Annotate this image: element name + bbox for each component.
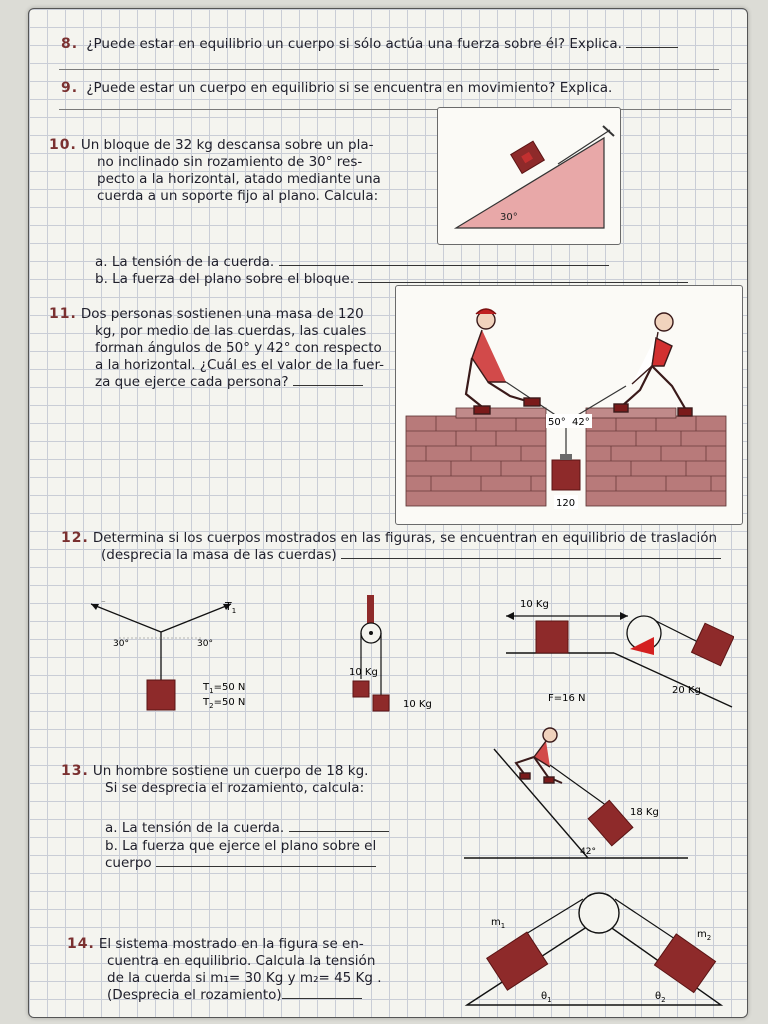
theta2-label: $\theta_2$ — [655, 991, 666, 1004]
question-number: 10. — [49, 137, 77, 153]
answer-line — [358, 282, 688, 283]
m2-label: $m_2$ — [697, 929, 712, 942]
question-line: pecto a la horizontal, atado mediante una — [97, 171, 381, 187]
mass-label-left: 10 Kg — [349, 667, 378, 678]
question-line: cuerda a un soporte fijo al plano. Calcula: — [97, 188, 379, 204]
question-number: 13. — [61, 763, 89, 779]
question-10 — [49, 137, 399, 205]
hanging-block — [147, 680, 175, 710]
answer-line — [626, 47, 678, 48]
man-holding-rope — [516, 728, 562, 783]
question-13-part-b — [105, 838, 405, 872]
question-12 — [61, 530, 741, 564]
question-line: Un bloque de 32 kg descansa sobre un pla- — [80, 137, 374, 153]
person-left-pulling — [466, 309, 540, 414]
block-left — [353, 681, 369, 697]
mass-label: 18 Kg — [630, 807, 659, 818]
block-on-incline — [691, 623, 734, 666]
question-line: (desprecia la masa de las cuerdas) — [101, 547, 337, 563]
question-number: 12. — [61, 530, 89, 546]
part-b-text: cuerpo — [105, 855, 152, 871]
question-8 — [61, 36, 721, 53]
theta1-label: $\theta_1$ — [541, 991, 552, 1004]
question-line: no inclinado sin rozamiento de 30° res- — [97, 154, 363, 170]
question-13 — [61, 763, 401, 797]
question-13-part-a — [105, 820, 405, 837]
question-line: El sistema mostrado en la figura se en- — [98, 936, 364, 952]
angle-label-left: 30° — [113, 639, 129, 649]
question-line: cuentra en equilibrio. Calcula la tensión — [107, 953, 376, 969]
question-text: ¿Puede estar un cuerpo en equilibrio si se encuentra en movimiento? Explica. — [86, 80, 613, 96]
question-line: Si se desprecia el rozamiento, calcula: — [105, 780, 365, 796]
answer-line — [293, 385, 363, 386]
question-number: 11. — [49, 306, 77, 322]
angle-label: 42° — [580, 847, 596, 857]
question-line: forman ángulos de 50° y 42° con respecto — [95, 340, 382, 356]
answer-line — [341, 558, 721, 559]
question-line: kg, por medio de las cuerdas, las cuales — [95, 323, 367, 339]
tension-label-left-top: ⁻ — [101, 599, 106, 609]
figure-12-1-hanging-block — [79, 584, 249, 719]
mass-block-120 — [552, 454, 580, 490]
answer-line — [59, 109, 731, 110]
question-11 — [49, 306, 399, 391]
figure-two-people-rope — [395, 285, 743, 525]
person-right-pulling — [614, 313, 692, 416]
answer-line — [279, 265, 609, 266]
part-a-text: a. La tensión de la cuerda. — [105, 820, 285, 836]
block-on-table — [536, 621, 568, 653]
question-number: 9. — [61, 80, 79, 96]
block-32kg — [511, 141, 545, 173]
block-18kg — [588, 800, 633, 846]
figure-12-2-pulley — [319, 591, 469, 716]
answer-line — [282, 998, 362, 999]
figure-13-man-incline — [464, 721, 724, 861]
mass-label-table: 10 Kg — [520, 599, 549, 610]
angle-label: 30° — [500, 212, 518, 223]
question-line: a la horizontal. ¿Cuál es el valor de la fuer- — [95, 357, 385, 373]
angle-label-50: 50° — [548, 417, 566, 428]
t1-value-label: $T_1=50$ N — [203, 682, 246, 695]
question-14 — [67, 936, 407, 1004]
answer-line — [59, 69, 719, 70]
tension-label-right-top: $T_1$ — [225, 600, 237, 615]
question-10-part-a — [95, 254, 695, 271]
part-a-text: a. La tensión de la cuerda. — [95, 254, 275, 270]
block-right — [373, 695, 389, 711]
angle-label-42: 42° — [572, 417, 590, 428]
mass-label: 120 — [556, 498, 576, 509]
pulley-icon — [579, 893, 619, 933]
answer-line — [156, 866, 376, 867]
mass-label-right: 10 Kg — [403, 699, 432, 710]
question-number: 14. — [67, 936, 95, 952]
t2-value-label: $T_2=50$ N — [203, 697, 246, 710]
question-line: Un hombre sostiene un cuerpo de 18 kg. — [92, 763, 369, 779]
question-text: ¿Puede estar en equilibrio un cuerpo si sólo actúa una fuerza sobre él? Explica. — [86, 36, 622, 52]
question-line: Determina si los cuerpos mostrados en las figuras, se encuentran en equilibrio de traslación — [92, 530, 718, 546]
block-m2 — [654, 934, 715, 993]
question-number: 8. — [61, 36, 79, 52]
worksheet-page — [28, 8, 748, 1018]
question-line: de la cuerda si m₁= 30 Kg y m₂= 45 Kg . — [107, 970, 382, 986]
figure-14-double-incline — [459, 875, 729, 1010]
figure-incline-block — [437, 107, 621, 245]
question-line: Dos personas sostienen una masa de 120 — [80, 306, 364, 322]
mass-label-incline: 20 Kg — [672, 685, 701, 696]
block-m1 — [487, 932, 548, 990]
part-b-text: b. La fuerza que ejerce el plano sobre el — [105, 838, 377, 854]
question-line: (Desprecia el rozamiento) — [107, 987, 282, 1003]
question-line: za que ejerce cada persona? — [95, 374, 289, 390]
part-b-text: b. La fuerza del plano sobre el bloque. — [95, 271, 355, 287]
angle-label-right: 30° — [197, 639, 213, 649]
m1-label: $m_1$ — [491, 917, 506, 930]
question-9 — [61, 80, 721, 97]
force-label: F=16 N — [548, 693, 586, 704]
figure-12-3-table-incline — [494, 589, 734, 714]
answer-line — [289, 831, 389, 832]
